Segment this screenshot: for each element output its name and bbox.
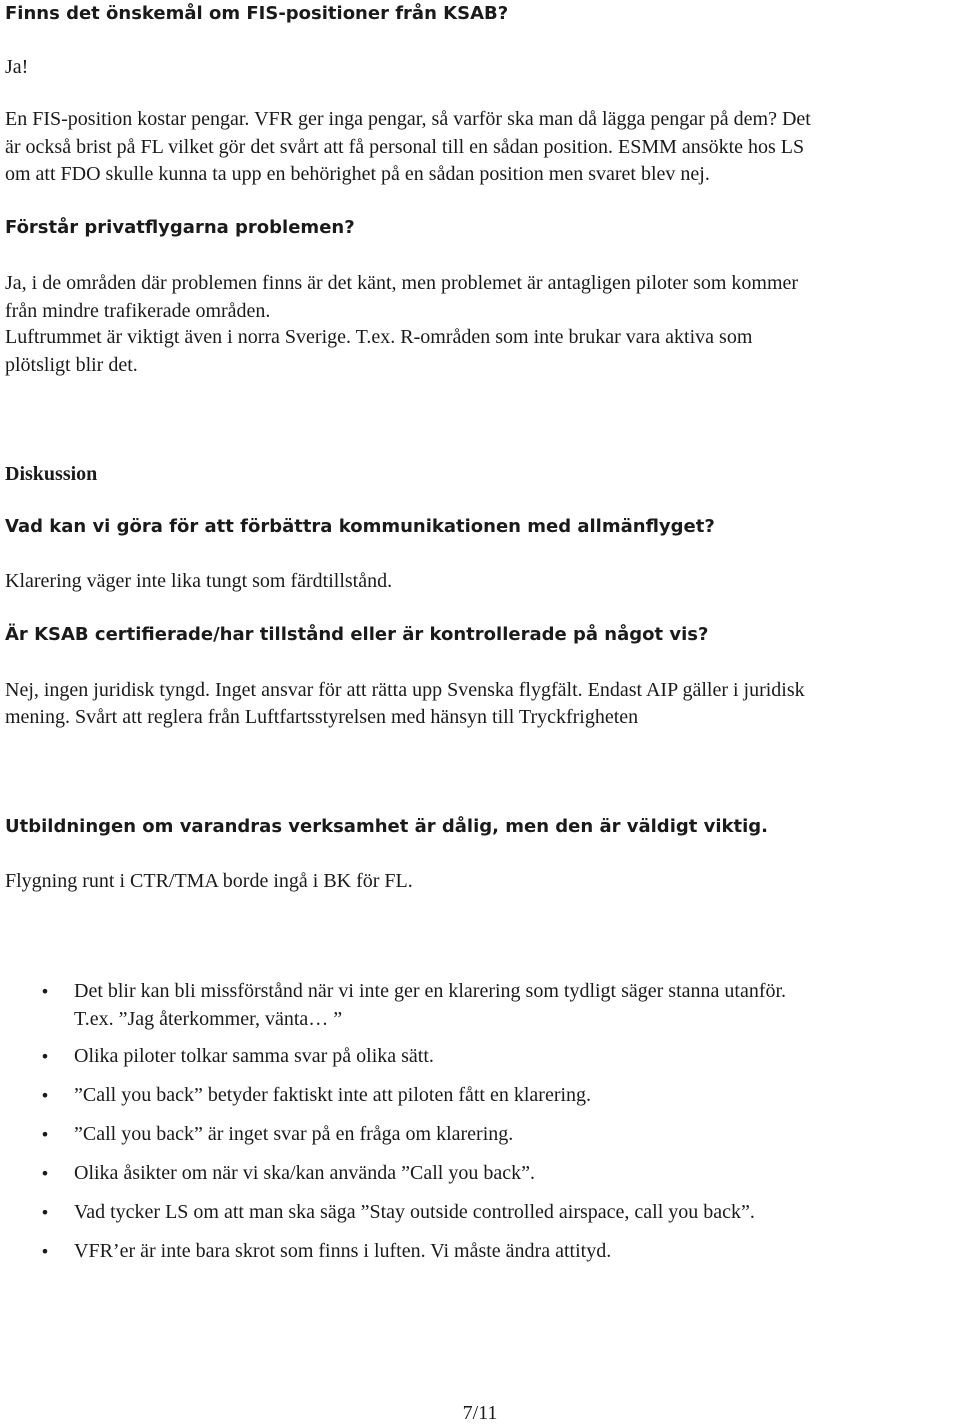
paragraph-line: Nej, ingen juridisk tyngd. Inget ansvar för att rätta upp Svenska flygfält. Endast AIP gäller i juridisk <box>5 679 805 701</box>
heading-private-pilots: Förstår privatflygarna problemen? <box>5 217 355 238</box>
list-item: Vad tycker LS om att man ska säga ”Stay outside controlled airspace, call you back”. <box>74 1201 755 1223</box>
bullet-marker: • <box>40 1047 50 1066</box>
bullet-marker: • <box>40 1203 50 1222</box>
paragraph-line: plötsligt blir det. <box>5 354 138 376</box>
bullet-marker: • <box>40 1164 50 1183</box>
paragraph-line: Klarering väger inte lika tungt som färdtillstånd. <box>5 570 393 592</box>
heading-communication: Vad kan vi göra för att förbättra kommunikationen med allmänflyget? <box>5 516 715 537</box>
bullet-marker: • <box>40 982 50 1001</box>
answer-yes: Ja! <box>5 56 29 78</box>
list-item: ”Call you back” är inget svar på en fråga om klarering. <box>74 1123 514 1145</box>
list-item: Olika piloter tolkar samma svar på olika sätt. <box>74 1045 434 1067</box>
paragraph-line: mening. Svårt att reglera från Luftfartsstyrelsen med hänsyn till Tryckfrigheten <box>5 706 639 728</box>
list-item: Olika åsikter om när vi ska/kan använda ”Call you back”. <box>74 1162 535 1184</box>
list-item: Det blir kan bli missförstånd när vi inte ger en klarering som tydligt säger stanna utanför. <box>74 980 787 1002</box>
paragraph-line: Luftrummet är viktigt även i norra Sverige. T.ex. R-områden som inte brukar vara aktiva som <box>5 326 753 348</box>
paragraph-line: Ja, i de områden där problemen finns är det känt, men problemet är antagligen piloter som kommer <box>5 272 799 294</box>
paragraph-line: Flygning runt i CTR/TMA borde ingå i BK för FL. <box>5 870 413 892</box>
paragraph-line: är också brist på FL vilket gör det svårt att få personal till en sådan position. ESMM ansökte hos LS <box>5 136 805 158</box>
paragraph-line: om att FDO skulle kunna ta upp en behörighet på en sådan position men svaret blev nej. <box>5 163 710 185</box>
paragraph-line: från mindre trafikerade områden. <box>5 300 271 322</box>
heading-ksab-certified: Är KSAB certifierade/har tillstånd eller är kontrollerade på något vis? <box>5 624 709 645</box>
bullet-marker: • <box>40 1242 50 1261</box>
list-item-continuation: T.ex. ”Jag återkommer, vänta… ” <box>74 1008 343 1030</box>
bullet-marker: • <box>40 1125 50 1144</box>
list-item: VFR’er är inte bara skrot som finns i luften. Vi måste ändra attityd. <box>74 1240 612 1262</box>
section-title-discussion: Diskussion <box>5 463 98 485</box>
heading-fis-positions: Finns det önskemål om FIS-positioner från KSAB? <box>5 3 509 24</box>
bullet-marker: • <box>40 1086 50 1105</box>
page-number: 7/11 <box>462 1402 498 1424</box>
paragraph-line: En FIS-position kostar pengar. VFR ger inga pengar, så varför ska man då lägga pengar på dem? Det <box>5 108 811 130</box>
list-item: ”Call you back” betyder faktiskt inte att piloten fått en klarering. <box>74 1084 592 1106</box>
heading-training: Utbildningen om varandras verksamhet är dålig, men den är väldigt viktig. <box>5 816 768 837</box>
